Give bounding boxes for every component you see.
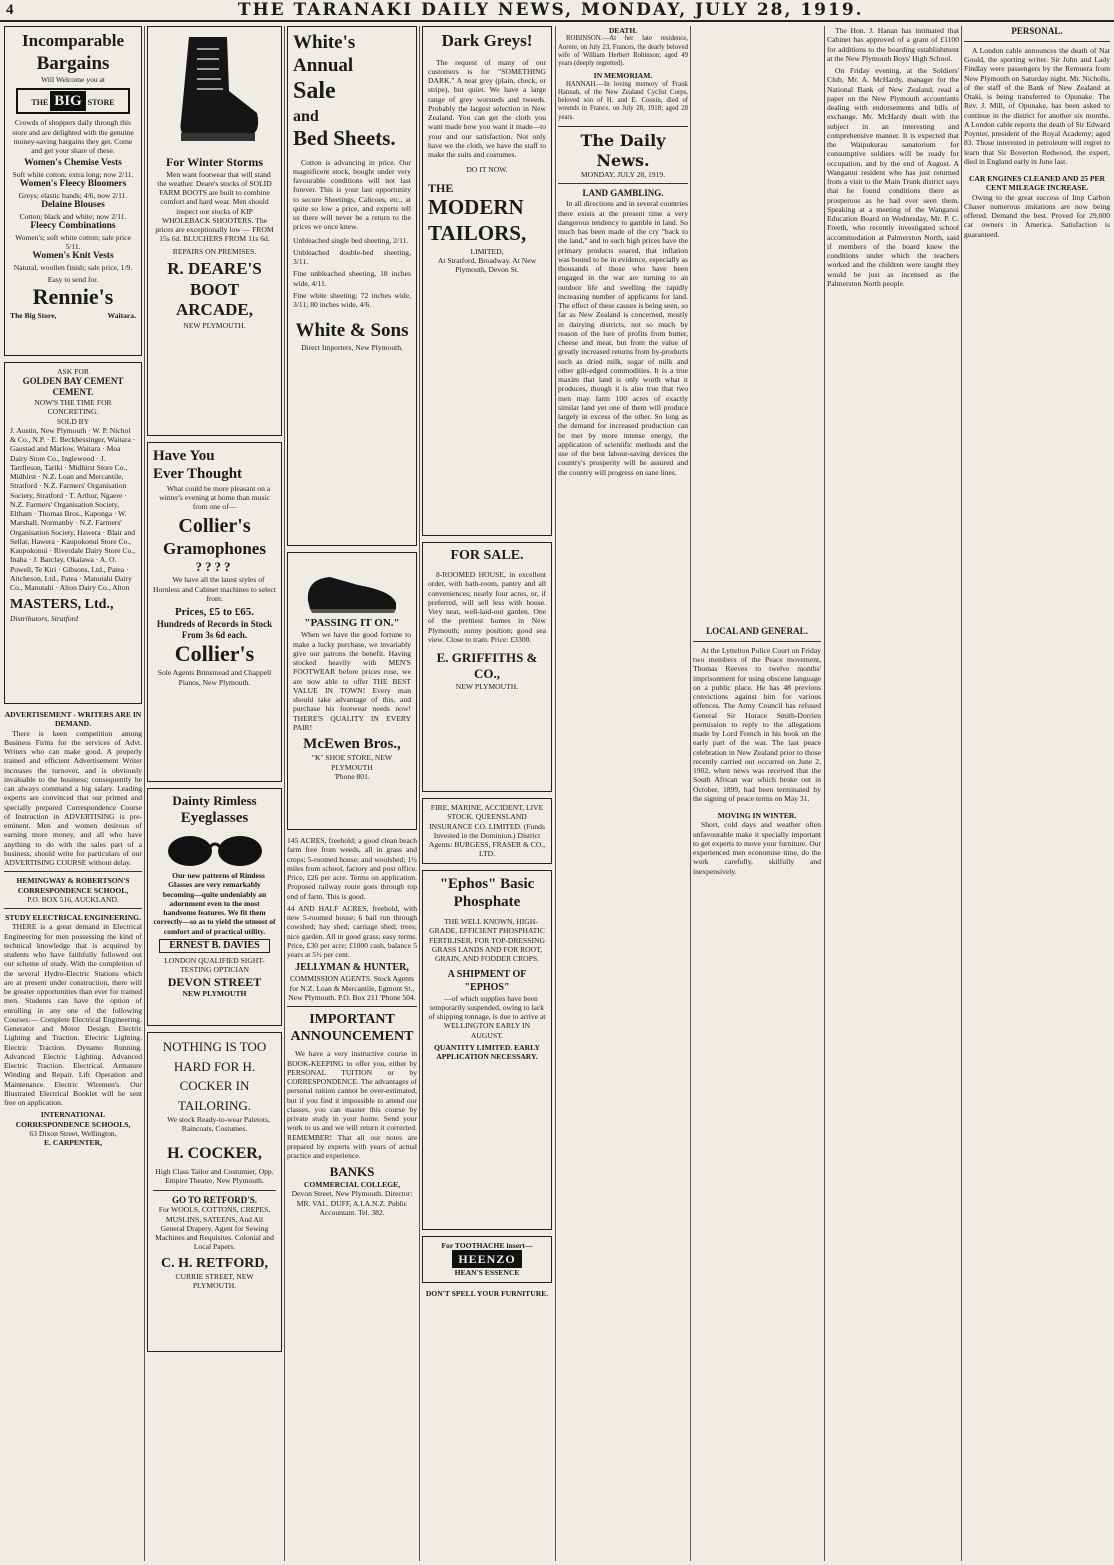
- gram-body: We have all the latest styles of Hornless and Cabinet machines to select from.: [153, 575, 276, 603]
- davies-name: ERNEST B. DAVIES: [159, 939, 270, 953]
- ad-heading-bargains: Bargains: [36, 52, 110, 74]
- intl-schools: INTERNATIONAL CORRESPONDENCE SCHOOLS,: [15, 1110, 131, 1129]
- davies-town: NEW PLYMOUTH: [182, 989, 247, 999]
- heenzo-ad: [422, 1236, 552, 1283]
- item-0: [10, 158, 136, 179]
- death-notice: ROBINSON.—At her late residence, Aorere, on July 23, Frances, the dearly beloved wife of William Herbert Robinson; aged 49 years (deeply regretted).: [558, 35, 688, 68]
- deare-name: R. DEARE'S: [167, 258, 262, 278]
- greys-heading: Dark Greys!: [441, 31, 533, 50]
- have-body: What could be more pleasant on a winter's evening at home than music from one of—: [159, 483, 271, 512]
- eyeglasses-heading: Eyeglasses: [180, 809, 249, 826]
- sheet-item: Fine unbleached sheeting, 18 inches wide, 4/11.: [293, 269, 411, 288]
- item-desc: Cotton; black and white; now 2/11.: [19, 211, 127, 221]
- column-3: [287, 26, 417, 1561]
- important-body: We have a very instructive course in BOOK-KEEPING to offer you, either by PERSONAL TUITION or by CORRESPONDENCE. The advantages of personal tuition cannot be over-estimated, but if you find it impossible to attend our classes, you can master this course by private study in your home. Send your work to us and we will return it corrected. REMEMBER! That all our notes are prepared by experts with years of actual practice and experience.: [287, 1049, 417, 1161]
- item-3: [10, 221, 136, 251]
- intl-address: 63 Dixon Street, Wellington,: [29, 1128, 117, 1138]
- local-general-body: At the Lyttelton Police Court on Friday two members of the Peace movement, Thomas Reeves to twelve months' imprisonment for using obscene language on a public place. He has 48 previous convictions against him for various offences. The Army Council has refused General Sir Horace Smith-Dorrien permission to reply to the allegations made by Lord French in his book on the early part of the war. The last peace celebration in New Zealand prior to those recently carried out occurred on June 2, 1902, when news was received that the South African war which broke out in October, 1899, had been terminated by the signing of peace terms on May 31.: [693, 645, 821, 803]
- item-1: [10, 179, 136, 200]
- gram-prices: Prices, £5 to £65.: [174, 606, 255, 619]
- item-name: Women's Knit Vests: [32, 251, 114, 262]
- sheet-item: Fine white sheeting; 72 inches wide, 3/11; 80 inches wide, 4/6.: [293, 290, 411, 310]
- ad-welcome: Will Welcome you at: [40, 74, 106, 84]
- advt-writers-heading: ADVERTISEMENT - WRITERS ARE IN DEMAND.: [4, 710, 142, 729]
- and-heading: and: [293, 107, 319, 125]
- land-gambling-heading: LAND GAMBLING.: [582, 188, 664, 199]
- column-8: [964, 26, 1110, 1561]
- heenzo-sub: HEAN'S ESSENCE: [454, 1268, 520, 1278]
- column-7: [827, 26, 959, 1561]
- cocker-name: H. COCKER,: [167, 1144, 262, 1162]
- greys-body: The request of many of our customers is for "SOMETHING DARK." A neat grey (plain, check, or stripe), but quiet. We have a large range of grey worsteds and tweeds. Probably the largest selection in New Zealand. You can get the cloth you want made how you want it made—to your and our satisfaction. Not only have we the cloth, we have the staff to make the suits and costumes.: [428, 57, 546, 160]
- nothing-heading: NOTHING IS TOO HARD FOR H. COCKER IN TAILORING.: [162, 1039, 267, 1113]
- passing-heading: "PASSING IT ON.": [304, 617, 400, 629]
- sale-heading: Sale: [293, 78, 336, 105]
- davies-street: DEVON STREET: [167, 974, 262, 989]
- whites-logo: White & Sons: [295, 320, 409, 342]
- mcewen-phone: 'Phone 801.: [334, 771, 370, 781]
- ad-heading-incomparable: Incomparable: [22, 31, 124, 50]
- quantity-note: QUANTITY LIMITED. EARLY APPLICATION NECESSARY.: [434, 1042, 540, 1062]
- memoriam-notice: HANNAH.—In loving memory of Frank Hannah, of the New Zealand Cyclist Corps, beloved son of H. and E. Cousin, died of wounds in France, on July 28, 1918; aged 28 years.: [558, 80, 688, 121]
- modern-the: THE: [428, 180, 454, 195]
- boot-illustration: [167, 33, 263, 151]
- modern-tailors-ad: [422, 26, 552, 536]
- study-heading: STUDY ELECTRICAL ENGINEERING.: [5, 913, 141, 922]
- car-engines-heading: CAR ENGINES CLEANED AND 25 PER CENT MILEAGE INCREASE.: [968, 174, 1106, 193]
- mcewen-sub: "K" SHOE STORE, NEW PLYMOUTH: [311, 753, 393, 772]
- griffiths-location: NEW PLYMOUTH.: [455, 681, 519, 691]
- gram-records: Hundreds of Records in Stock From 3s 6d each.: [156, 619, 273, 641]
- car-engines-body: Owing to the great success of Imp Carbon Chaser numerous imitations are now being offered. Demand the best. Proved for 29,000 car owners in America. Satisfaction is guaranteed.: [964, 192, 1110, 239]
- column-4: [422, 26, 552, 1561]
- eyeglasses-icon: [160, 829, 270, 869]
- colliers-sub: Sole Agents Brinsmead and Chappell Pianos, New Plymouth.: [157, 668, 272, 687]
- sheet-item: Unbleached double-bed sheeting, 3/11.: [293, 247, 411, 267]
- annual-heading: Annual: [293, 55, 354, 77]
- retford-address: CURRIE STREET, NEW PLYMOUTH.: [175, 1271, 254, 1291]
- question-marks: ????: [195, 559, 234, 575]
- deare-location: NEW PLYMOUTH.: [183, 321, 246, 331]
- banks-address: Devon Street, New Plymouth. Director: MR. VAL. DUFF, A.I.A.N.Z. Public Accountant. Tel. 382.: [291, 1189, 413, 1217]
- item-desc: Soft white cotton; extra long; now 2/11.: [12, 170, 134, 180]
- memoriam-heading: IN MEMORIAM.: [593, 71, 653, 81]
- big-store-ad: [4, 26, 142, 356]
- item-name: Women's Chemise Vests: [24, 158, 122, 169]
- bed-sheets-heading: Bed Sheets.: [293, 126, 396, 151]
- item-name: Women's Fleecy Bloomers: [19, 179, 127, 190]
- colliers-logo-2: Collier's: [174, 641, 255, 667]
- masters-sub: Distributors, Stratford: [10, 613, 79, 623]
- storms-body: Men want footwear that will stand the weather. Deare's stocks of SOLID FARM BOOTS are built to combine comfort and hard wear. Men should inspect our stocks of KIP WHOLEBACK SHOOTERS. The prices are exceptionally low — FROM 15s 6d. BLUCHERS FROM 11s 6d.: [155, 169, 274, 244]
- newspaper-title: THE TARANAKI DAILY NEWS, MONDAY, JULY 28, 1919.: [237, 0, 864, 20]
- whites-ad: [287, 26, 417, 546]
- cement-name: GOLDEN BAY CEMENT CEMENT.: [22, 376, 124, 398]
- tailors-heading: TAILORS,: [428, 220, 527, 245]
- cement-sellers: J. Austin, New Plymouth · W. P. Nichol & Co., N.P. · E. Beckbessinger, Waitara · Gaustad and Marlow, Waitara · Moa Dairy Store Co., Inglewood · J. Tarrlleson, Tariki · Midhirst Store Co., Midhirst · N.Z. Loan and Mercantile, Stratford · N.Z. Farmers' Organisation Society, Stratford · T. Arthur, Ngaere · N.Z. Farmers' Organisation Society, Eltham · Thomas Bros., Kaponga · W. Marshall, Normanby · N.Z. Farmers' Organisation Society, Hawera · Blair and Sellar, Hawera · Kaupokonui Store Co., Kaupokonui · Riverdale Dairy Store Co., Inaha · J. Barclay, Okaiawa · A. O. Powell, Te Kiri · Gibsons, Ltd., Patea · Aitcheson, Ltd., Patea · Manutahi Dairy Co., Manutahi · Alton Dairy Co., Alton: [10, 425, 136, 593]
- moving-body: Short, cold days and weather often unfavourable make it specially important to get experts to move your furniture. Our experienced men economise time, do the work carefully, skilfully and inexpensively.: [693, 820, 821, 876]
- deare-boot-ad: [147, 26, 282, 436]
- deare-arcade: ARCADE,: [176, 300, 253, 320]
- ever-thought: Ever Thought: [153, 466, 243, 483]
- column-5: [558, 26, 688, 1561]
- passing-body: When we have the good fortune to make a lucky purchase, we invariably give our patrons the benefit. Having stocked heavily with MEN'S FOOTWEAR before prices rose, we are now able to offer THE BEST VALUE IN TOWN! Every man should take advantage of this, and purchase his footwear needs now! THERE'S QUALITY IN EVERY PAIR!: [293, 630, 411, 732]
- item-desc: Women's; soft white cotton; sale price 5/11.: [15, 232, 131, 251]
- item-name: Delaine Blouses: [41, 200, 105, 211]
- ephos-body: THE WELL KNOWN, HIGH-GRADE, EFFICIENT PHOSPHATIC FERTILISER, FOR TOP-DRESSING GRASS LANDS AND FOR ROOT, GRAIN, AND FODDER CROPS.: [429, 917, 545, 964]
- retford-list: For WOOLS, COTTONS, CREPES, MUSLINS, SATEENS, And All General Drapery. Agent for Sewing Machines and Requisites. Colonial and Local Papers.: [155, 1205, 274, 1252]
- carpenter: E. CARPENTER,: [43, 1138, 102, 1147]
- masthead: [0, 0, 1114, 22]
- do-it-now: DO IT NOW.: [466, 165, 508, 175]
- banks-sub: COMMERCIAL COLLEGE,: [303, 1180, 401, 1190]
- shipment-heading: A SHIPMENT OF "EPHOS": [447, 969, 527, 993]
- ephos-ad: [422, 870, 552, 1230]
- listing-44-acres: 44 AND HALF ACRES, freehold, with new 5-roomed house; 6 bail run through cowshed; hay shed; carriage shed; trees; nice garden. All in good grass; easy terms. Price, £30 per acre; £1000 cash, balance 5 years at 5½ per cent.: [287, 903, 417, 959]
- have-you: Have You: [153, 448, 215, 464]
- item-desc: Natural, woollen finish; sale price, 1/9.: [13, 262, 133, 272]
- big-store-logo: [16, 88, 130, 114]
- cocker-sub: High Class Tailor and Costumier, Opp. Empire Theatre, New Plymouth.: [155, 1167, 274, 1186]
- hemingway-name: HEMINGWAY & ROBERTSON'S CORRESPONDENCE SCHOOL,: [16, 876, 130, 895]
- modern-limited: LIMITED,: [470, 246, 504, 256]
- advt-writers: [4, 710, 142, 1147]
- column-1: [4, 26, 142, 1561]
- item-2: [10, 200, 136, 221]
- deare-boot: BOOT: [189, 279, 240, 299]
- easy-send: Easy to send for.: [47, 274, 99, 284]
- editorial-date: MONDAY, JULY 28, 1919.: [580, 170, 666, 180]
- logo-the: THE: [31, 98, 49, 108]
- for-sale-ad: [422, 542, 552, 792]
- modern-heading: MODERN: [428, 195, 524, 220]
- banks-name: BANKS: [329, 1164, 375, 1180]
- cement-ad: [4, 362, 142, 704]
- whites-body: Cotton is advancing in price. Our magnificent stock, bought under very favourable conditions will not last forever. This is your last opportunity to secure Sheetings, Calicoes, etc., at quite so low a price, and experts tell us there will never be a return to the prices we once knew.: [293, 157, 411, 232]
- mcewen-name: McEwen Bros.,: [303, 736, 401, 753]
- item-desc: Greys; elastic bands; 4/6, now 2/11.: [18, 190, 128, 200]
- shipment-body: —of which supplies have been temporarily suspended, owing to lack of shipping tonnage, is due to arrive at WELLINGTON EARLY IN AUGUST.: [428, 993, 546, 1040]
- shoe-illustration: [302, 557, 402, 617]
- storms-heading: For Winter Storms: [165, 155, 264, 169]
- davies-sub: LONDON QUALIFIED SIGHT-TESTING OPTICIAN: [164, 956, 265, 975]
- column-7-body: On Friday evening, at the Soldiers' Club, Mr. A. McHardy, manager for the National Bank of New Zealand, read a paper on the New Plymouth accountants dealing with endorsements and bills of exchange. Mr. McHardy dealt with the subject in an interesting and comprehensive manner. It is expected that the Waipukurau sanatorium for consumptive soldiers will be ready for occupation, and by the end of August. A Wanganui resident who has just returned from a visit to the Main Trunk district says that he found conditions there as prosperous as he had ever seen them. Speaking at a meeting of the Wanganui Education Board on Wednesday, Mr. P. C. Freeth, who recently investigated school accommodation at Palmerston North, said if members of the board knew the conditions under which the teachers worked and the children were taught they would be just as incensed as the Palmerston North people.: [827, 66, 959, 288]
- jellyman-sub: COMMISSION AGENTS. Stock Agents for N.Z. Loan & Mercantile, Egmont St., New Plymouth. P.O. Box 211 'Phone 504.: [288, 974, 416, 1002]
- personal-body: A London cable announces the death of Nat Gould, the sporting writer. Sir John and Lady Findlay were passengers by the Remuera from New Plymouth on Saturday night. Mr. Nicholls, of the staff of the Bank of New Zealand at Otaki, is being transferred to Opunake. The Rev. J. Mill, of Opunake, has been asked to continue in the district for another six months. A London cable reports the death of Sir Edward Poynter, president of the Royal Academy; aged 83. Those interested in petroleum will regret to learn that Sir Boverton Redwood, the expert, died in England early in June last.: [964, 45, 1110, 166]
- griffiths-name: E. GRIFFITHS & CO.,: [436, 650, 538, 681]
- nothing-sub: We stock Ready-to-wear Paletots, Raincoats, Costumes.: [167, 1115, 270, 1134]
- death-heading: DEATH.: [608, 26, 638, 35]
- dainty-heading: Dainty Rimless: [172, 793, 257, 808]
- local-general-heading: LOCAL AND GENERAL.: [706, 626, 808, 636]
- cocker-ad: [147, 1032, 282, 1352]
- for-sale-body: 8-ROOMED HOUSE, in excellent order, with bath-room, pantry and all conveniences; nearly four acres, or, if preferred, will sell less with house. Very neat, well-laid-out garden. One of the prettiest homes in New Plymouth; sunny position; good sea view. Close to tram. Price: £3300.: [428, 570, 546, 644]
- sold-by: SOLD BY: [56, 416, 90, 426]
- waitara-label: Waitara.: [107, 310, 136, 320]
- for-sale-heading: FOR SALE.: [450, 548, 524, 563]
- logo-store: STORE: [87, 98, 115, 108]
- important-heading: IMPORTANT ANNOUNCEMENT: [290, 1012, 414, 1045]
- queensland-ad: [422, 798, 552, 864]
- davies-ad: [147, 788, 282, 1026]
- item-4: [10, 251, 136, 272]
- advt-writers-body: There is keen competition among Business Firms for the services of Advt. Writers who can make good. A properly trained and efficient Advertisement Writer increases the turnover, and is obviously invaluable to the business; consequently he can always command a big salary. Leading experts are convinced that our printed and specially prepared Correspondence Course of Instruction in ADVERTISING is pre-eminent. Men and women desirous of earning more money, and all who have anything to do with the sales part of a business, should write for particulars of our ADVERTISING COURSE without delay.: [4, 728, 142, 867]
- hemingway-address: P.O. BOX 516, AUCKLAND.: [27, 894, 119, 904]
- repairs-note: REPAIRS ON PREMISES.: [172, 246, 257, 256]
- page-number: 4: [6, 1, 14, 18]
- big-store-label: The Big Store,: [10, 310, 57, 320]
- sheet-item: Unbleached single bed sheeting, 2/11.: [293, 235, 409, 245]
- hanan-paragraph: The Hon. J. Hanan has intimated that Cabinet has approved of a grant of £1100 for additions to the boarding establishment at the New Plymouth Boys' High School.: [827, 26, 959, 63]
- moving-heading: MOVING IN WINTER.: [717, 811, 797, 821]
- whites-heading: White's: [293, 32, 356, 53]
- daily-news-flag: The Daily News.: [580, 131, 666, 170]
- land-listings: [287, 836, 417, 1217]
- cement-now: NOW'S THE TIME FOR CONCRETING.: [34, 398, 112, 417]
- gramophones-heading: Gramophones: [163, 538, 266, 558]
- listing-145-acres: 145 ACRES, freehold; a good clean beach farm free from weeds, all in grass and crops; 5-roomed house; and woolshed; 1½ miles from school, factory and post office. Price, £26 per acre. Terms on application. Proposed railway route goes through top end of farm. This is good.: [287, 836, 417, 901]
- mcewen-ad: [287, 552, 417, 830]
- personal-heading: PERSONAL.: [1011, 26, 1063, 36]
- masters-logo: MASTERS, Ltd.,: [10, 597, 114, 613]
- queensland-body: FIRE, MARINE, ACCIDENT, LIVE STOCK. QUEENSLAND INSURANCE CO. LIMITED. (Funds Invested in the Dominion.) District Agents: BURGESS, FRASER & CO., LTD.: [428, 803, 546, 859]
- jellyman-name: JELLYMAN & HUNTER,: [295, 962, 409, 974]
- ad-intro: Crowds of shoppers daily through this store and are delighted with the genuine money-saving bargains they get. Come and get your share of these.: [12, 118, 134, 156]
- column-2: [147, 26, 282, 1561]
- dont-spell-heading: DON'T SPELL YOUR FURNITURE.: [425, 1288, 549, 1298]
- heenzo-logo: HEENZO: [452, 1250, 521, 1269]
- heenzo-heading: For TOOTHACHE insert—: [441, 1240, 533, 1250]
- item-name: Fleecy Combinations: [30, 220, 116, 231]
- retford-name: C. H. RETFORD,: [161, 1255, 268, 1271]
- cement-ask: ASK FOR: [57, 367, 89, 376]
- ephos-heading: "Ephos" Basic Phosphate: [439, 875, 535, 910]
- colliers-logo: Collier's: [178, 515, 251, 538]
- rennies-logo: Rennie's: [32, 284, 114, 310]
- dainty-body: Our new patterns of Rimless Glasses are very remarkably becoming—quite undeniably an adornment even to the most handsome features. We fit them correctly—so as to yield the utmost of comfort and of practical utility.: [153, 871, 276, 936]
- modern-address: At Stratford, Broadway. At New Plymouth, Devon St.: [437, 255, 537, 275]
- colliers-ad: [147, 442, 282, 782]
- column-6: [693, 26, 821, 1561]
- whites-sub: Direct Importers, New Plymouth.: [301, 342, 403, 352]
- retford-heading: GO TO RETFORD'S.: [172, 1194, 257, 1205]
- study-body: THERE is a great demand in Electrical Engineering for men possessing the kind of technical knowledge that is acquired by students who have faithfully followed out our scheme of study. With the completion of the several Hydro-Electric Stations which are at present under construction, there will be greater opportunities than ever for trained men. Students can have the option of enrolling in any one of the following Courses:— Complete Electrical Engineering. Generator and Motor Design. Electric Lighting and Traction. Electric Lighting. Electric Traction. Dynamo Running. Advanced Electric Lighting. Advanced Electric Traction. Electrical. Armature Winding and Repair. Lift Operation and Maintenance. Electric Wiremen's. Our Illustrated Electrical Booklet will be sent free on application.: [4, 922, 142, 1107]
- logo-big: BIG: [50, 91, 86, 111]
- land-gambling-body: In all directions and in several countries there exists at the present time a very dangerous tendency to gamble in land. So much has been made of the cry "back to the land," and to such high prices have the primary products soared, that inflation was bound to be in evidence, especially as thousands of those who have been engaged in the war are turning to an outdoor life and swelling the rapidly increasing number of applicants for land. The effect of these causes is being seen, so far as New Zealand is concerned, mostly in dairying districts, not so much by reason of the lure of profits from butter, cheese and meat, but from the value of greatly increased returns from by-products such as dried milk, sugar of milk and other gilt-edged commodities. It is a true maxim that land is only worth what it produces, though it is also true that two men may farm 100 acres of exactly similar land yet one of them will produce largely in excess of the other. So long as the demand for increased production can be met by more intense energy, the application of scientific methods and the use of the best labour-saving devices the country's prosperity will be assured and the country will progress on sane lines.: [558, 199, 688, 477]
